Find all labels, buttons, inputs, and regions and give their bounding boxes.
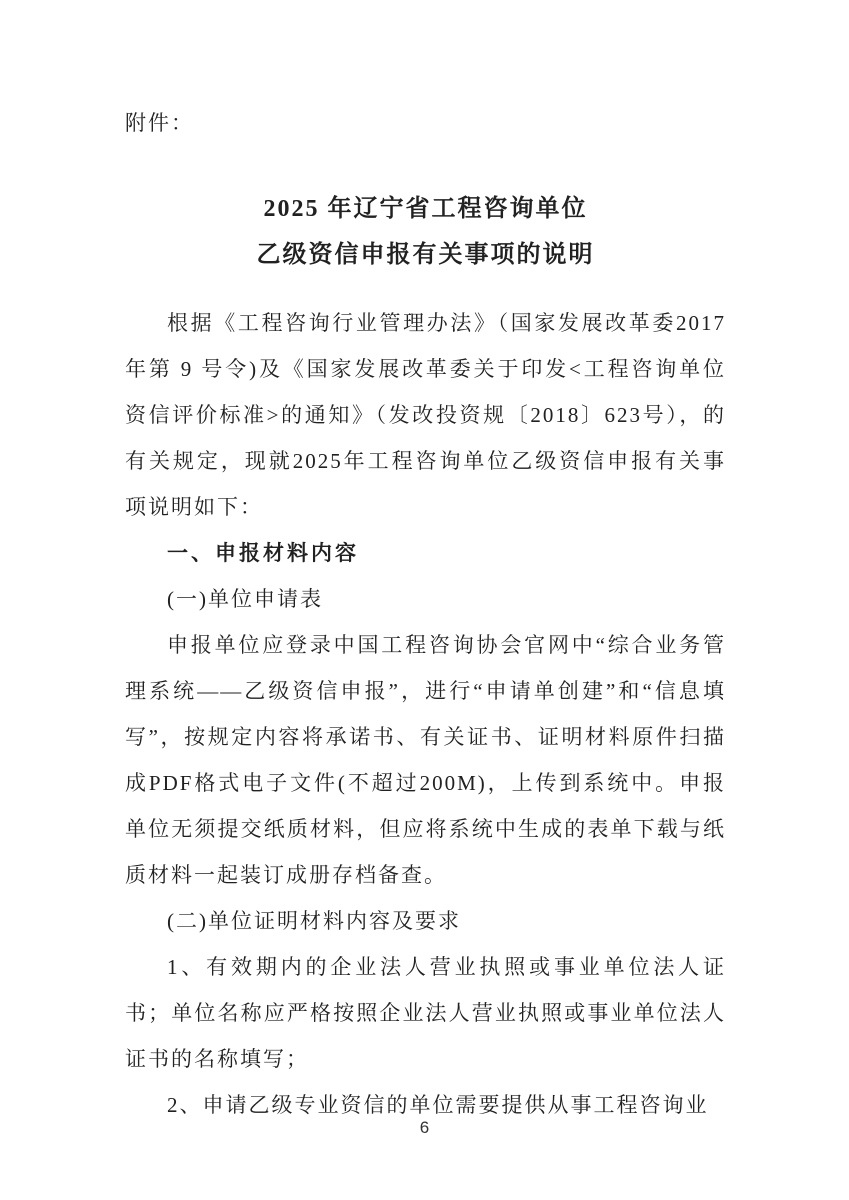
document-body <box>125 300 726 1128</box>
page-number: 6 <box>419 1118 430 1137</box>
document-content <box>125 100 726 1128</box>
paragraph-item-2-professional-credit: 2、申请乙级专业资信的单位需要提供从事工程咨询业 <box>167 1093 709 1117</box>
document-title-line-2: 乙级资信申报有关事项的说明 <box>256 242 595 268</box>
document-title <box>125 186 726 278</box>
paragraph-item-1-business-license: 1、有效期内的企业法人营业执照或事业单位法人证书；单位名称应严格按照企业法人营业执照或事业单位法人证书的名称填写； <box>125 955 726 1071</box>
subheading-unit-application-form: (一)单位申请表 <box>167 587 323 611</box>
document-title-line-1: 2025 年辽宁省工程咨询单位 <box>263 196 588 222</box>
paragraph-legal-basis: 根据《工程咨询行业管理办法》（国家发展改革委2017年第 9 号令)及《国家发展改革委关于印发<工程咨询单位资信评价标准>的通知》（发改投资规〔2018〕623号），的有关规定，现就2025年工程咨询单位乙级资信申报有关事项说明如下： <box>125 311 726 519</box>
section-heading-1: 一、申报材料内容 <box>167 541 359 565</box>
paragraph-online-system-instructions: 申报单位应登录中国工程咨询协会官网中“综合业务管理系统——乙级资信申报”，进行“申请单创建”和“信息填写”，按规定内容将承诺书、有关证书、证明材料原件扫描成PDF格式电子文件(不超过200M)，上传到系统中。申报单位无须提交纸质材料，但应将系统中生成的表单下载与纸质材料一起装订成册存档备查。 <box>125 633 726 887</box>
attachment-label: 附件： <box>125 111 194 135</box>
subheading-certification-materials: (二)单位证明材料内容及要求 <box>167 909 461 933</box>
